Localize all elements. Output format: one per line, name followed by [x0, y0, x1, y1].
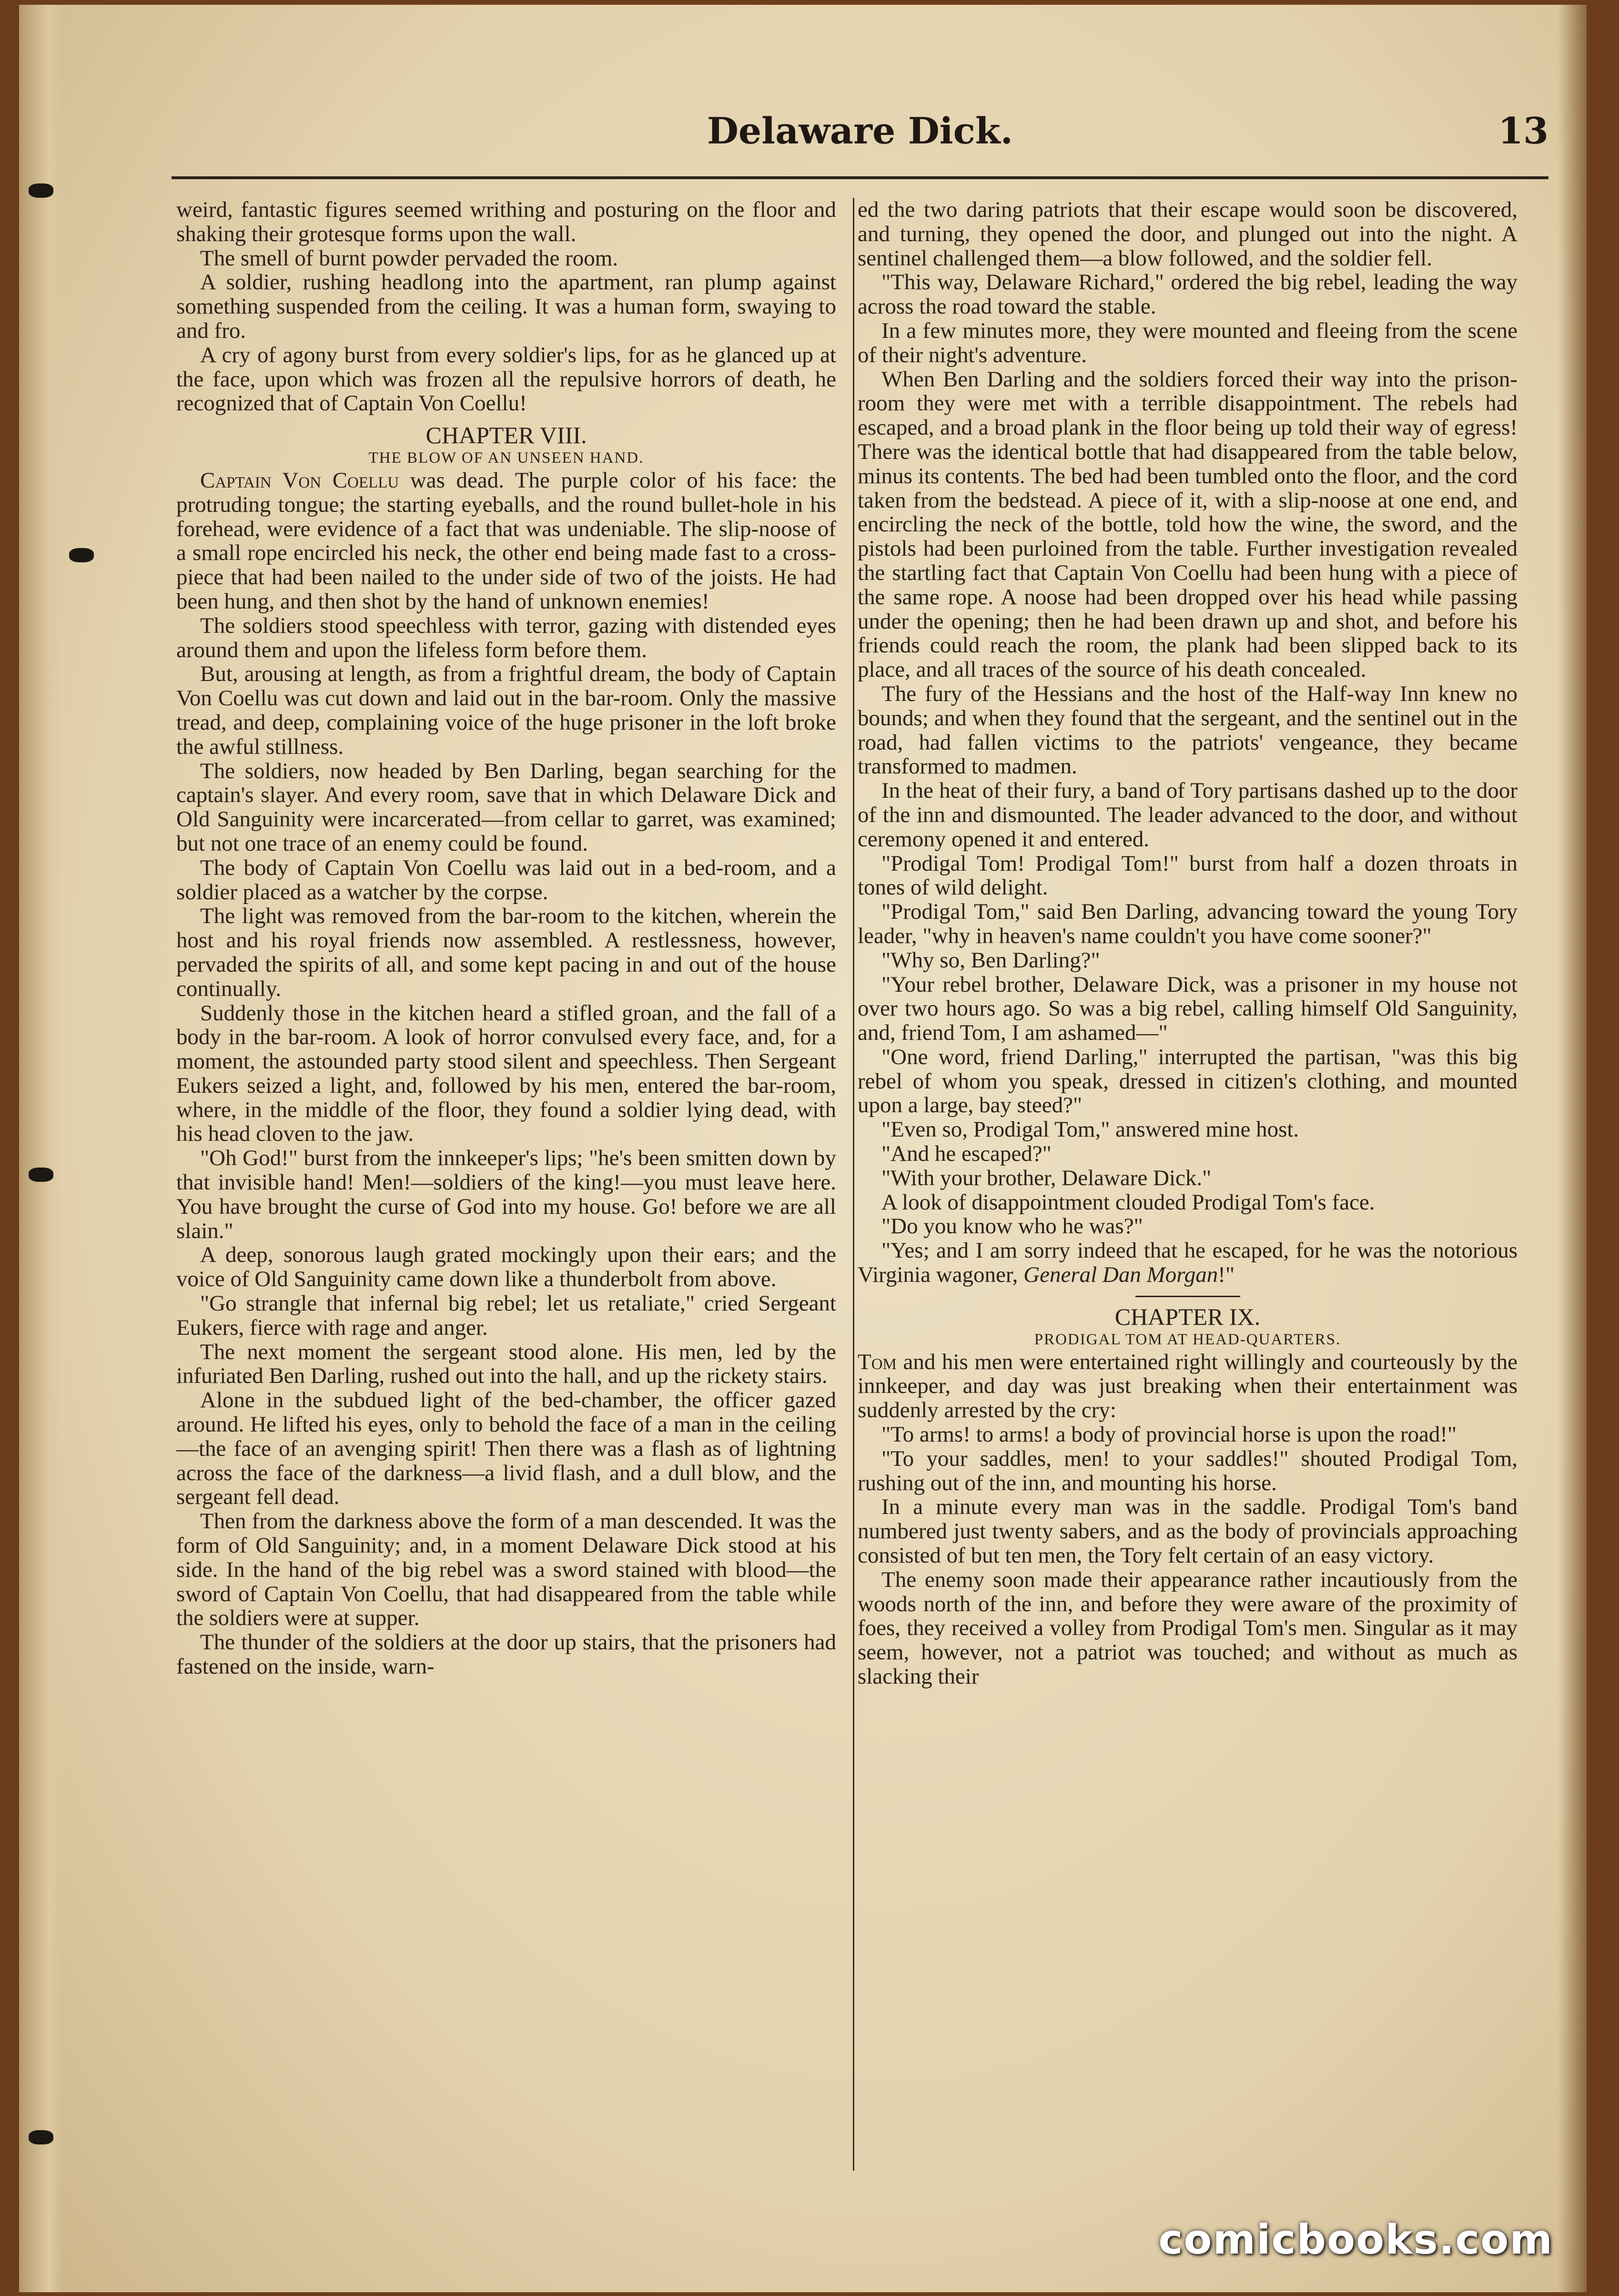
chapter-opening-text: and his men were entertained right willingly and courteously by the innkeeper, and day was just breaking when their entertainment was suddenly arrested by the cry:	[858, 1349, 1518, 1423]
watermark-logo: comicbooks.com	[1158, 2216, 1553, 2264]
body-paragraph: Suddenly those in the kitchen heard a stifled groan, and the fall of a body in the bar-room. A look of horror convulsed every face, and, for a moment, the astounded party stood silent and speechless. Then Sergeant Eukers seized a light, and, followed by his men, entered the bar-room, where, in the middle of the floor, they found a soldier lying dead, with his head cloven to the jaw.	[176, 1000, 836, 1147]
body-paragraph: A cry of agony burst from every soldier's lips, for as he glanced up at the face, upon which was frozen all the repulsive horrors of death, he recognized that of Captain Von Coellu!	[176, 342, 836, 416]
body-paragraph: A soldier, rushing headlong into the apartment, ran plump against something suspended from the ceiling. It was a human form, swaying to and fro.	[176, 270, 836, 343]
binding-staple-hole	[29, 183, 53, 198]
body-paragraph: The soldiers, now headed by Ben Darling, began searching for the captain's slayer. And every room, save that in which Delaware Dick and Old Sanguinity were incarcerated—from cellar to garret, was examined; but not one trace of an enemy could be found.	[176, 758, 836, 856]
magazine-page	[19, 5, 1587, 2292]
chapter-opening-paragraph	[858, 1350, 1518, 1422]
body-paragraph: When Ben Darling and the soldiers forced their way into the prison-room they were met with a terrible disappointment. The rebels had escaped, and a broad plank in the floor being up told their way of egress! There was the identical bottle that had disappeared from the table below, minus its contents. The bed had been tumbled onto the floor, and the cord taken from the bedstead. A piece of it, with a slip-noose at one end, and encircling the neck of the bottle, told how the wine, the sword, and the pistols had been purloined from the table. Further investigation revealed the startling fact that Captain Von Coellu had been hung with a piece of the same rope. A noose had been dropped over his head while passing under the opening; then he had been drawn up and shot, and before his friends could reach the room, the plank had been slipped back to its place, and all traces of the source of his death concealed.	[858, 366, 1518, 682]
body-paragraph: The thunder of the soldiers at the door up stairs, that the prisoners had fastened on the inside, warn-	[176, 1630, 836, 1679]
binding-staple-hole	[29, 1168, 53, 1182]
body-paragraph: "Do you know who he was?"	[881, 1214, 1143, 1239]
chapter-opening-paragraph	[176, 468, 836, 614]
binding-staple-hole	[69, 548, 94, 562]
body-paragraph: In the heat of their fury, a band of Tory partisans dashed up to the door of the inn and dismounted. The leader advanced to the door, and without ceremony opened it and entered.	[858, 778, 1518, 852]
running-header	[172, 100, 1548, 179]
binding-staple-hole	[29, 2130, 53, 2144]
body-paragraph: "Even so, Prodigal Tom," answered mine host.	[881, 1117, 1299, 1142]
body-paragraph: The enemy soon made their appearance rather incautiously from the woods north of the inn, and before they were aware of the proximity of foes, they received a volley from Prodigal Tom's men. Singular as it may seem, however, not a patriot was touched; and without as much as slacking their	[858, 1567, 1518, 1689]
body-paragraph: The next moment the sergeant stood alone. His men, led by the infuriated Ben Darling, rushed out into the hall, and up the rickety stairs.	[176, 1339, 836, 1389]
body-paragraph: "Your rebel brother, Delaware Dick, was a prisoner in my house not over two hours ago. So was a big rebel, calling himself Old Sanguinity, and, friend Tom, I am ashamed—"	[858, 972, 1518, 1046]
body-paragraph: A deep, sonorous laugh grated mockingly upon their ears; and the voice of Old Sanguinity came down like a thunderbolt from above.	[176, 1242, 836, 1292]
chapter-separator-rule	[1135, 1296, 1240, 1297]
right-paragraphs	[858, 198, 1518, 1239]
body-paragraph: "This way, Delaware Richard," ordered the big rebel, leading the way across the road toward the stable.	[858, 270, 1518, 319]
body-paragraph: "Why so, Ben Darling?"	[881, 947, 1100, 973]
left-paragraphs	[176, 198, 836, 416]
body-paragraph: Alone in the subdued light of the bed-chamber, the officer gazed around. He lifted his eyes, only to behold the face of a man in the ceiling—the face of an avenging spirit! Then there was a flash as of lightning across the face of the darkness—a livid flash, and a dull blow, and the sergeant fell dead.	[176, 1388, 836, 1510]
page-edge	[1558, 5, 1587, 2292]
body-paragraph: "One word, friend Darling," interrupted the partisan, "was this big rebel of whom you speak, dressed in citizen's clothing, and mounted upon a large, bay steed?"	[858, 1044, 1518, 1118]
body-paragraph: "With your brother, Delaware Dick."	[881, 1165, 1212, 1190]
left-column	[176, 198, 836, 2175]
body-paragraph: "Prodigal Tom! Prodigal Tom!" burst from half a dozen throats in tones of wild delight.	[858, 851, 1518, 900]
chapter-subtitle: THE BLOW OF AN UNSEEN HAND.	[368, 449, 644, 467]
body-paragraph: "Go strangle that infernal big rebel; let us retaliate," cried Sergeant Eukers, fierce with rage and anger.	[176, 1291, 836, 1340]
closing-quote-text: "Yes; and I am sorry indeed that he escaped, for he was the notorious Virginia wagoner,	[858, 1238, 1518, 1288]
chapter-lead-words: Captain Von Coellu	[200, 467, 399, 493]
column-divider	[853, 198, 854, 2171]
closing-quote-emphasis: General Dan Morgan	[1023, 1262, 1218, 1288]
body-paragraph: But, arousing at length, as from a frightful dream, the body of Captain Von Coellu was cut down and laid out in the bar-room. Only the massive tread, and deep, complaining voice of the huge prisoner in the loft broke the awful stillness.	[176, 661, 836, 759]
chapter-subtitle: PRODIGAL TOM AT HEAD-QUARTERS.	[1034, 1331, 1341, 1348]
body-paragraph: "To arms! to arms! a body of provincial horse is upon the road!"	[881, 1422, 1457, 1447]
body-paragraph: The smell of burnt powder pervaded the room.	[200, 245, 618, 271]
running-title: Delaware Dick.	[707, 110, 1013, 152]
left-paragraphs-after	[176, 614, 836, 1679]
body-paragraph: "And he escaped?"	[881, 1141, 1052, 1167]
chapter-opening-text: was dead. The purple color of his face: the protruding tongue; the starting eyeballs, and the round bullet-hole in his forehead, were evidence of a fact that was undeniable. The slip-noose of a small rope encircled his neck, the other end being made fast to a cross-piece that had been nailed to the under side of two of the joists. He had been hung, and then shot by the hand of unknown enemies!	[176, 467, 836, 614]
page-number: 13	[1498, 110, 1548, 152]
chapter-title: CHAPTER VIII.	[425, 422, 587, 449]
body-paragraph: "Oh God!" burst from the innkeeper's lips; "he's been smitten down by that invisible hand! Men!—soldiers of the king!—you must leave here. You have brought the curse of God into my house. Go! before we are all slain."	[176, 1146, 836, 1243]
body-paragraph: ed the two daring patriots that their escape would soon be discovered, and turning, they opened the door, and plunged out into the night. A sentinel challenged them—a blow followed, and the soldier fell.	[858, 198, 1518, 271]
chapter-title: CHAPTER IX.	[1114, 1303, 1261, 1330]
chapter-lead-words: Tom	[858, 1349, 897, 1374]
right-column	[858, 198, 1518, 2175]
body-paragraph: In a few minutes more, they were mounted and fleeing from the scene of their night's adventure.	[858, 318, 1518, 367]
body-paragraph: The light was removed from the bar-room to the kitchen, wherein the host and his royal friends now assembled. A restlessness, however, pervaded the spirits of all, and some kept pacing in and out of the house continually.	[176, 904, 836, 1001]
body-paragraph: The soldiers stood speechless with terror, gazing with distended eyes around them and upon the lifeless form before them.	[176, 613, 836, 662]
body-paragraph: Then from the darkness above the form of a man descended. It was the form of Old Sanguinity; and, in a moment Delaware Dick stood at his side. In the hand of the big rebel was a sword stained with blood—the sword of Captain Von Coellu, that had disappeared from the table while the soldiers were at supper.	[176, 1509, 836, 1631]
body-paragraph: The body of Captain Von Coellu was laid out in a bed-room, and a soldier placed as a watcher by the corpse.	[176, 855, 836, 904]
closing-quote-end: !"	[1218, 1262, 1235, 1288]
body-paragraph: In a minute every man was in the saddle. Prodigal Tom's band numbered just twenty sabers, and as the body of provincials approaching consisted of but ten men, the Tory felt certain of an easy victory.	[858, 1494, 1518, 1568]
body-paragraph: weird, fantastic figures seemed writhing and posturing on the floor and shaking their grotesque forms upon the wall.	[176, 198, 836, 246]
closing-quote-paragraph	[858, 1239, 1518, 1287]
body-paragraph: The fury of the Hessians and the host of the Half-way Inn knew no bounds; and when they found that the sergeant, and the sentinel out in the road, had fallen victims to the patriots' vengeance, they became transformed to madmen.	[858, 681, 1518, 779]
body-paragraph: A look of disappointment clouded Prodigal Tom's face.	[881, 1189, 1375, 1215]
right-paragraphs-after	[858, 1422, 1518, 1689]
page-gutter	[19, 5, 62, 2292]
body-paragraph: "Prodigal Tom," said Ben Darling, advancing toward the young Tory leader, "why in heaven's name couldn't you have come sooner?"	[858, 899, 1518, 948]
body-paragraph: "To your saddles, men! to your saddles!" shouted Prodigal Tom, rushing out of the inn, and mounting his horse.	[858, 1446, 1518, 1495]
